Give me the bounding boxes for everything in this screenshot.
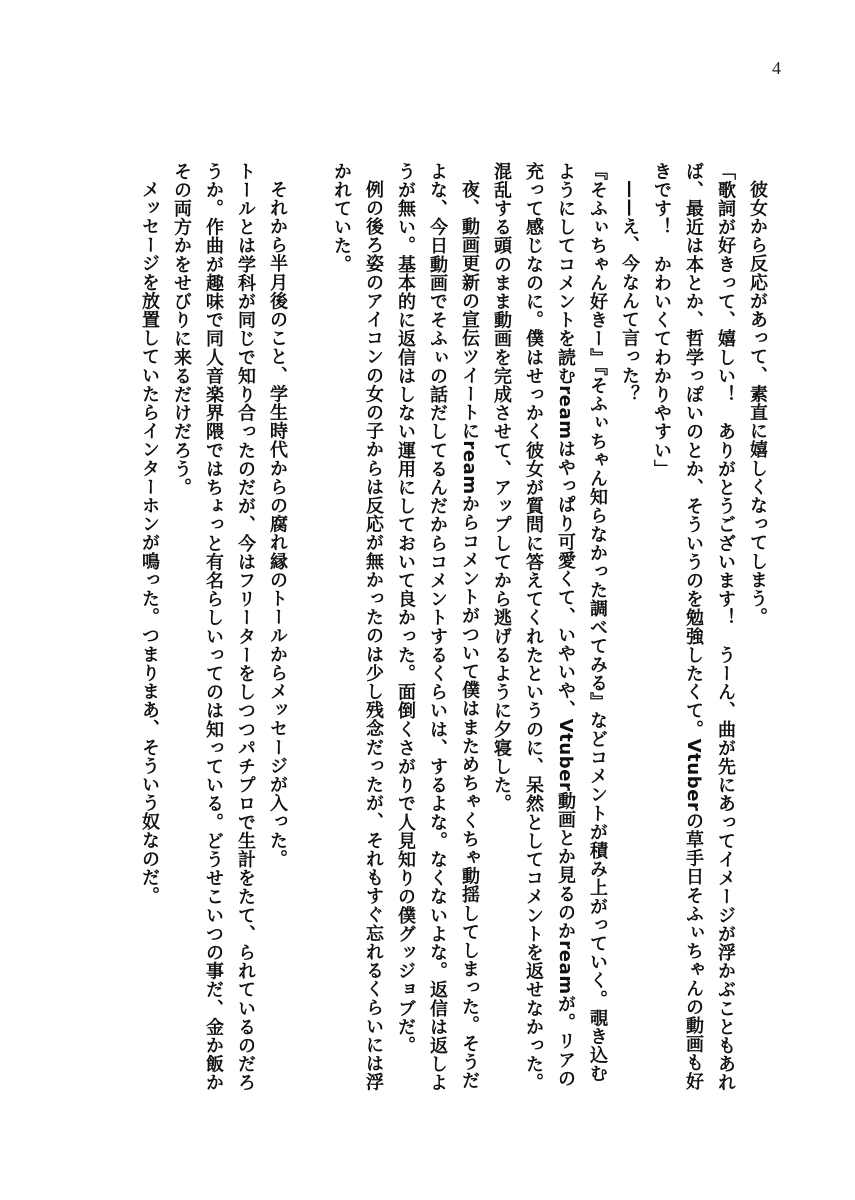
paragraph-1: 彼女から反応があって、素直に嬉しくなってしまう。 [747, 180, 768, 627]
paragraph-2: 「歌詞が好きって、嬉しい！ ありがとうございます！ うーん、曲が先にあってイメージが浮かぶこともあれば、最近は本とか、哲学っぽいのとか、そういうのを勉強したくて。Vtuberの草手日そふぃちゃんの動画も好きです！ かわいくてわかりやすい」 [651, 162, 736, 1092]
paragraph-5: 夜、動画更新の宣伝ツイートにreamからコメントがついて僕はまためちゃくちゃ動揺してしまった。そうだよな、今日動画でそふぃの話だしてるんだからコメントするくらいは、するよな。なくないよな。返信は返しようが無い。基本的に返信はしない運用にしておいて良かった。面倒くさがりで人見知りの僕グッジョブだ。 [395, 162, 480, 1092]
paragraph-9: メッセージを放置していたらインターホンが鳴った。つまりまあ、そういう奴なのだ。 [139, 180, 160, 906]
paragraph-6: 例の後ろ姿のアイコンの女の子からは反応が無かったのは少し残念だったが、それもすぐ忘れるくらいには浮かれていた。 [331, 162, 384, 1092]
paragraph-4: 『そふぃちゃん好きー』『そふぃちゃん知らなかった調べてみる』などコメントが積み上がっていく。覗き込むようにしてコメントを読むreamはやっぱり可愛くて、いやいや、Vtuber動画とか見るのかreamが。リアの充って感じなのに。僕はせっかく彼女が質問に答えてくれたというのに、呆然としてコメントを返せなかった。混乱する頭のまま動画を完成させて、アップしてから逃げるように夕寝した。 [491, 162, 608, 1092]
paragraph-3: ——え、今なんて言った？ [619, 180, 640, 404]
page-number: 4 [772, 58, 781, 78]
paragraph-7: それから半月後のこと、学生時代からの腐れ縁のトールからメッセージが入った。 [267, 180, 288, 869]
body-text [73, 162, 773, 1092]
paragraph-8: トールとは学科が同じで知り合ったのだが、今はフリーターをしつつパチプロで生計をたて、られているのだろうか。作曲が趣味で同人音楽界隈ではちょっと有名らしいってのは知っている。どうせこいつの事だ、金か飯かその両方かをせびりに来るだけだろう。 [171, 162, 256, 1092]
